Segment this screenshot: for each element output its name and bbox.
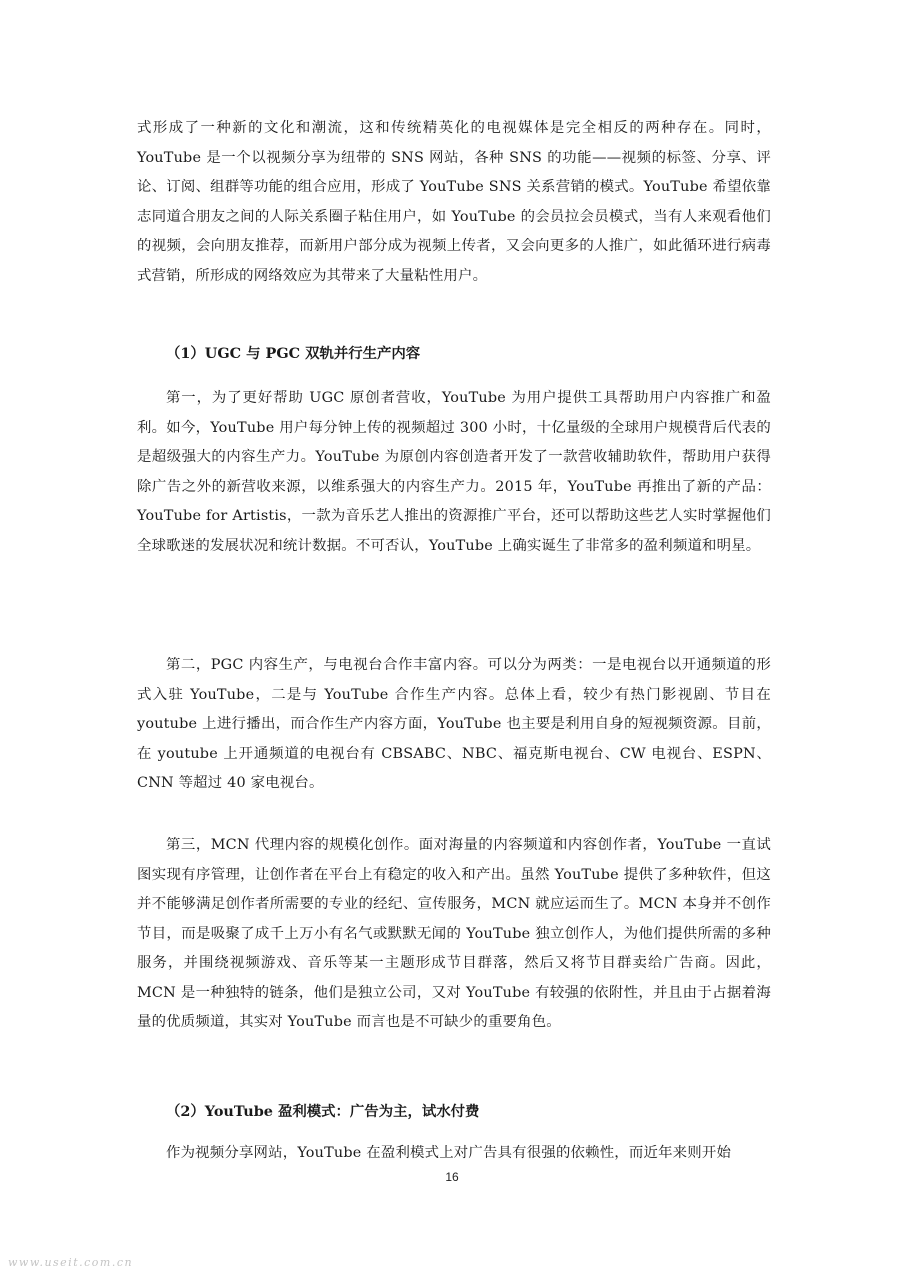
- heading-text: （1）UGC 与 PGC 双轨并行生产内容: [166, 345, 421, 362]
- page-number: 16: [445, 1170, 459, 1184]
- section-heading-profit-model: [137, 1097, 771, 1127]
- paragraph-continuation: [137, 114, 771, 291]
- paragraph-profit-model: [137, 1139, 771, 1169]
- heading-text: （2）YouTube 盈利模式：广告为主，试水付费: [166, 1103, 480, 1120]
- section-heading-ugc-pgc: [137, 339, 771, 369]
- paragraph-text: 式形成了一种新的文化和潮流，这和传统精英化的电视媒体是完全相反的两种存在。同时，YouTube 是一个以视频分享为纽带的 SNS 网站，各种 SNS 的功能——视频的标签、分享、评论、订阅、组群等功能的组合应用，形成了 YouTube SNS 关系营销的模式。YouTube 希望依靠志同道合朋友之间的人际关系圈子粘住用户，如 YouTube 的会员拉会员模式，当有人来观看他们的视频，会向朋友推荐，而新用户部分成为视频上传者，又会向更多的人推广，如此循环进行病毒式营销，所形成的网络效应为其带来了大量粘性用户。: [137, 120, 771, 284]
- paragraph-mcn: [137, 831, 771, 1038]
- paragraph-text: 第三，MCN 代理内容的规模化创作。面对海量的内容频道和内容创作者，YouTube 一直试图实现有序管理，让创作者在平台上有稳定的收入和产出。虽然 YouTube 提供了多种软件，但这并不能够满足创作者所需要的专业的经纪、宣传服务，MCN 就应运而生了。MCN 本身并不创作节目，而是吸聚了成千上万小有名气或默默无闻的 YouTube 独立创作人，为他们提供所需的多种服务，并围绕视频游戏、音乐等某一主题形成节目群落，然后又将节目群卖给广告商。因此，MCN 是一种独特的链条，他们是独立公司，又对 YouTube 有较强的依附性，并且由于占据着海量的优质频道，其实对 YouTube 而言也是不可缺少的重要角色。: [137, 837, 771, 1030]
- paragraph-text: 第二，PGC 内容生产，与电视台合作丰富内容。可以分为两类：一是电视台以开通频道的形式入驻 YouTube，二是与 YouTube 合作生产内容。总体上看，较少有热门影视剧、节目在 youtube 上进行播出，而合作生产内容方面，YouTube 也主要是利用自身的短视频资源。目前，在 youtube 上开通频道的电视台有 CBSABC、NBC、福克斯电视台、CW 电视台、ESPN、CNN 等超过 40 家电视台。: [137, 657, 771, 791]
- watermark: www.useit.com.cn: [8, 1256, 134, 1269]
- paragraph-ugc: [137, 384, 771, 561]
- paragraph-text: 第一，为了更好帮助 UGC 原创者营收，YouTube 为用户提供工具帮助用户内容推广和盈利。如今，YouTube 用户每分钟上传的视频超过 300 小时，十亿量级的全球用户规模背后代表的是超级强大的内容生产力。YouTube 为原创内容创造者开发了一款营收辅助软件，帮助用户获得除广告之外的新营收来源，以维系强大的内容生产力。2015 年，YouTube 再推出了新的产品：YouTube for Artistis，一款为音乐艺人推出的资源推广平台，还可以帮助这些艺人实时掌握他们全球歌迷的发展状况和统计数据。不可否认，YouTube 上确实诞生了非常多的盈利频道和明星。: [137, 390, 771, 554]
- paragraph-text: 作为视频分享网站，YouTube 在盈利模式上对广告具有很强的依赖性，而近年来则开始: [166, 1145, 732, 1161]
- paragraph-pgc: [137, 651, 771, 799]
